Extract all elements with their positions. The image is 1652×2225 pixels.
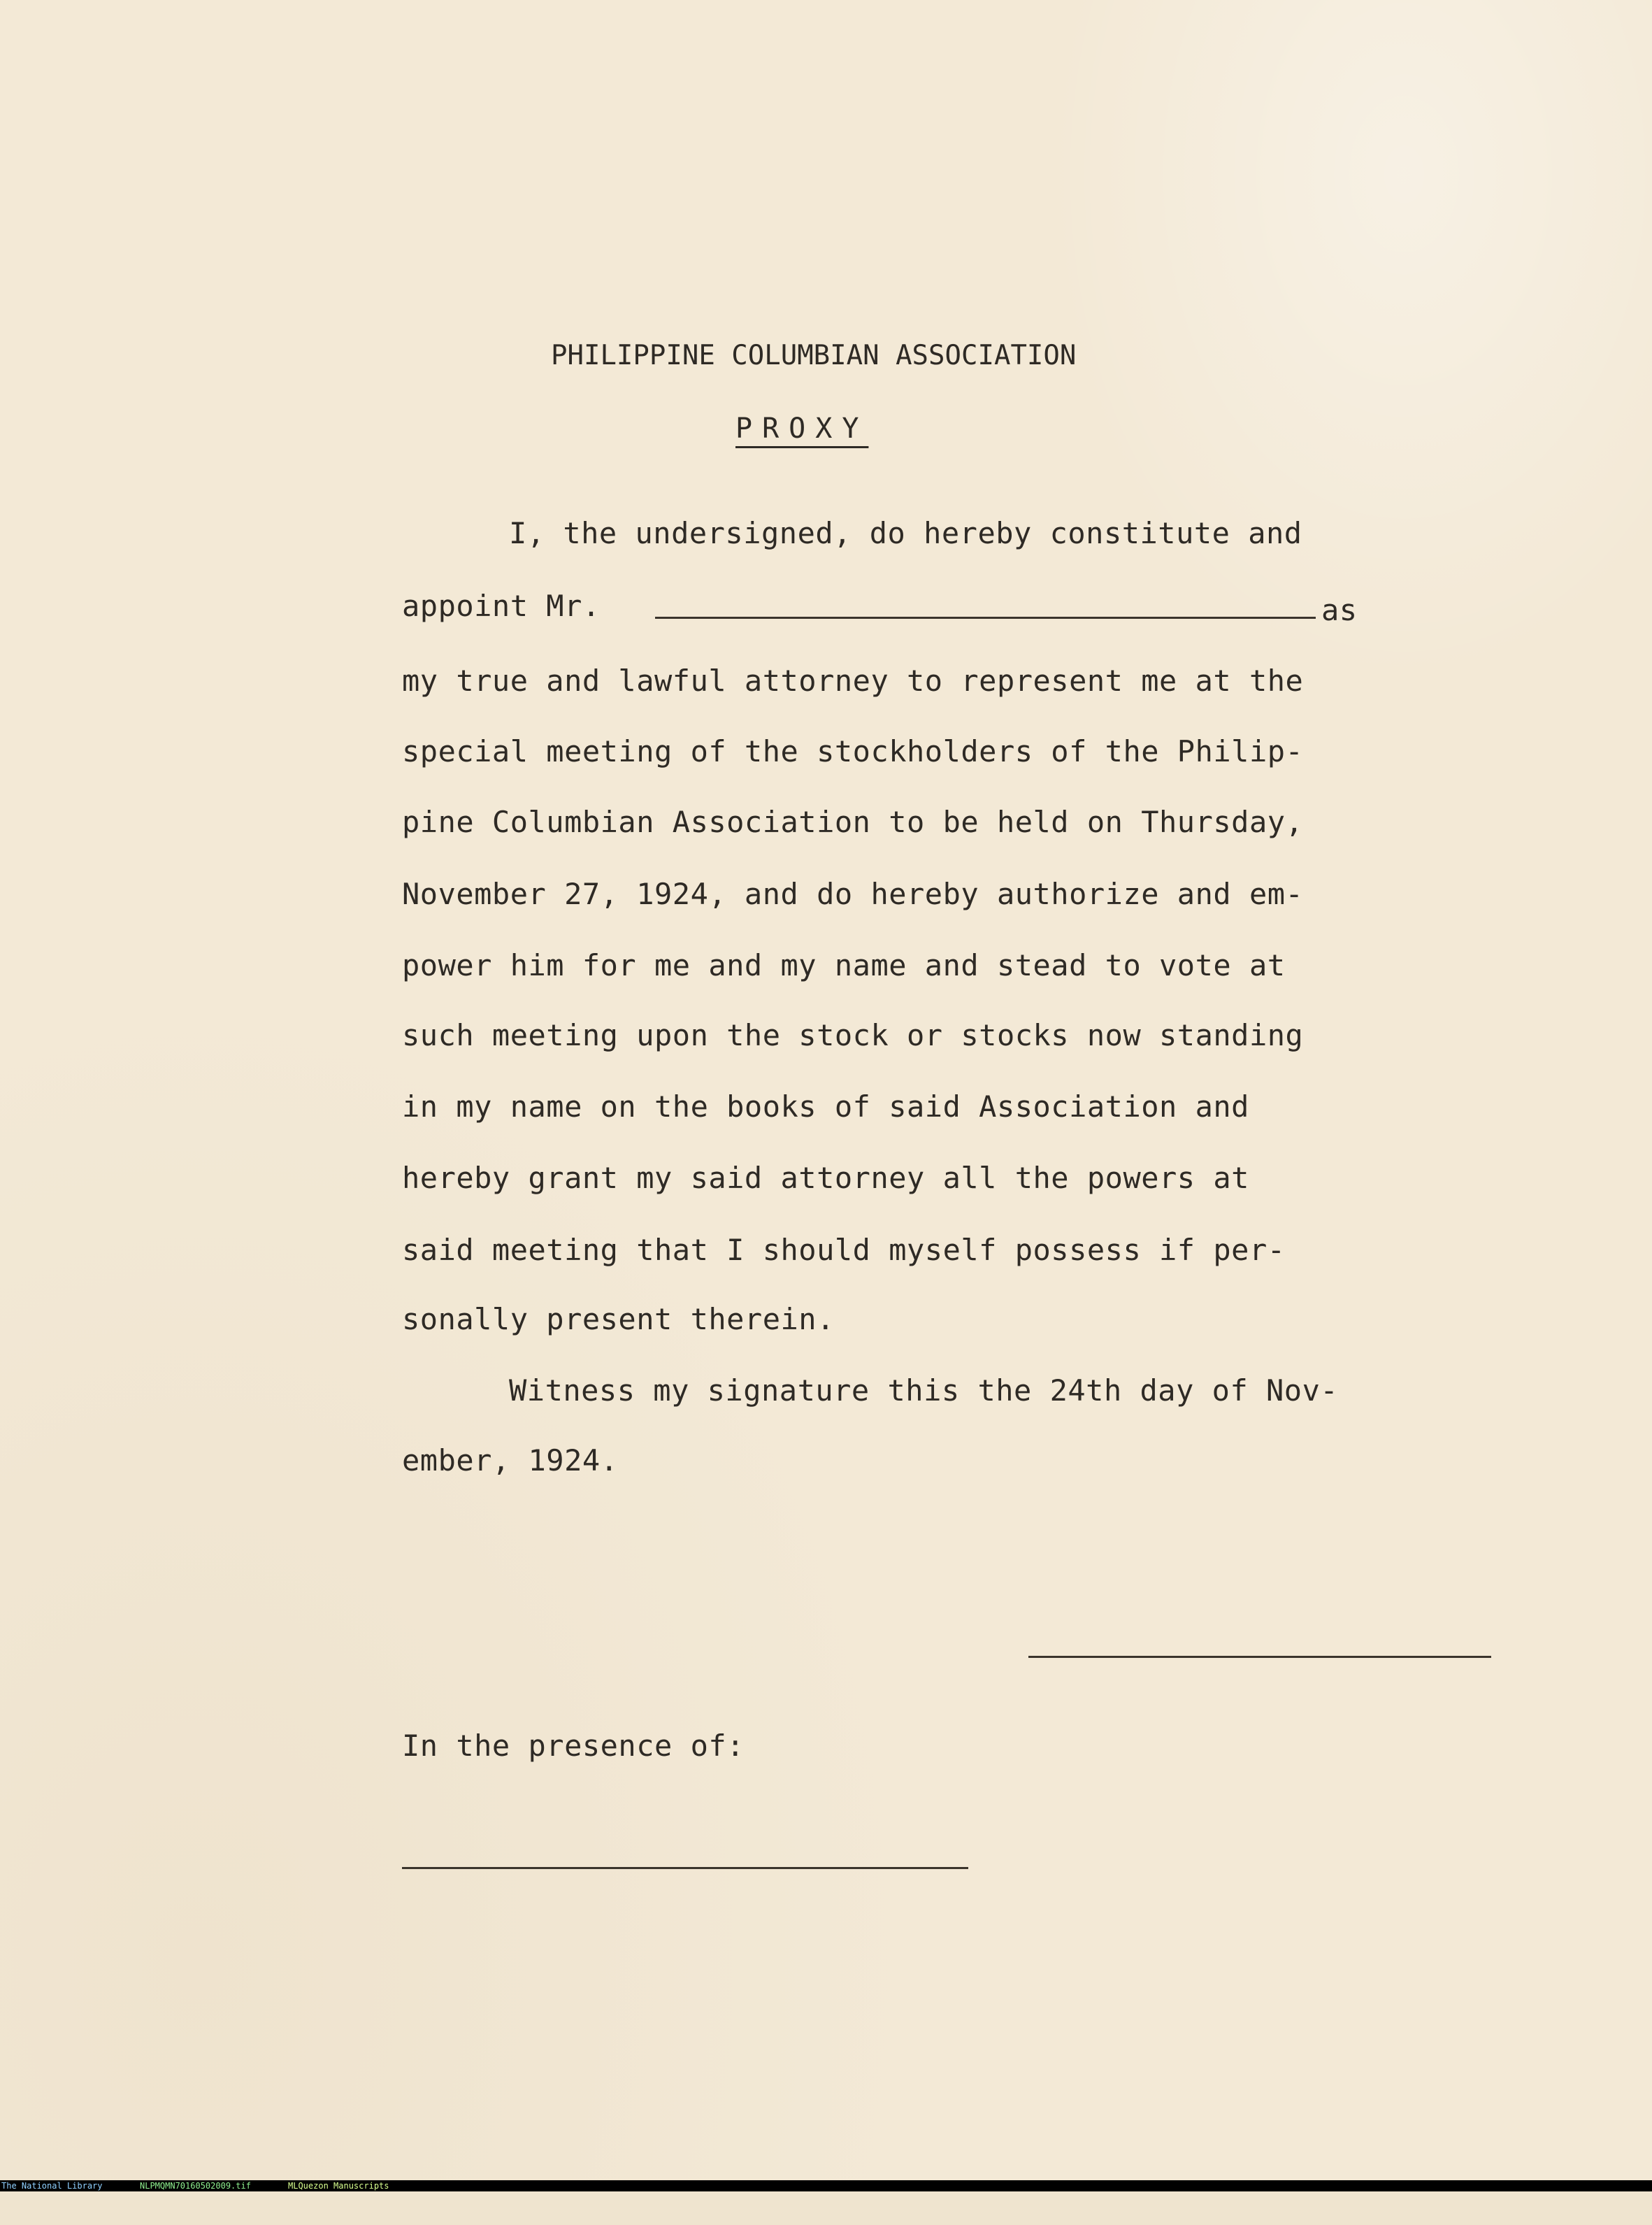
body-line-8: such meeting upon the stock or stocks now standing <box>402 1018 1304 1052</box>
witness-line-2: ember, 1924. <box>402 1443 619 1478</box>
body-line-3: my true and lawful attorney to represent me at the <box>402 664 1304 698</box>
attorney-name-blank <box>655 617 1316 619</box>
archive-footer-bar <box>0 2180 1652 2191</box>
witness-line-1: Witness my signature this the 24th day of Nov- <box>509 1373 1339 1408</box>
document-subtitle: PROXY <box>735 413 869 445</box>
document-title: PHILIPPINE COLUMBIAN ASSOCIATION <box>551 340 1077 371</box>
body-line-7: power him for me and my name and stead to vote at <box>402 948 1286 982</box>
body-line-5: pine Columbian Association to be held on Thursday, <box>402 805 1304 839</box>
body-line-1: I, the undersigned, do hereby constitute and <box>509 516 1302 550</box>
body-line-4: special meeting of the stockholders of the Philip- <box>402 734 1304 768</box>
body-line-10: hereby grant my said attorney all the powers at <box>402 1161 1249 1195</box>
footer-filename: NLPMQMN70160502009.tif <box>140 2181 251 2191</box>
presence-label: In the presence of: <box>402 1729 745 1763</box>
witness-signature-line <box>402 1867 968 1869</box>
footer-library: The National Library <box>1 2181 103 2191</box>
body-line-12: sonally present therein. <box>402 1302 835 1336</box>
body-line-11: said meeting that I should myself possess if per- <box>402 1233 1286 1267</box>
body-line-9: in my name on the books of said Association and <box>402 1089 1249 1124</box>
signature-line <box>1028 1656 1491 1658</box>
body-line-6: November 27, 1924, and do hereby authorize and em- <box>402 877 1304 911</box>
body-line-2: appoint Mr. <box>402 589 601 623</box>
body-line-2-end: as <box>1321 593 1358 627</box>
footer-collection: MLQuezon Manuscripts <box>288 2181 389 2191</box>
